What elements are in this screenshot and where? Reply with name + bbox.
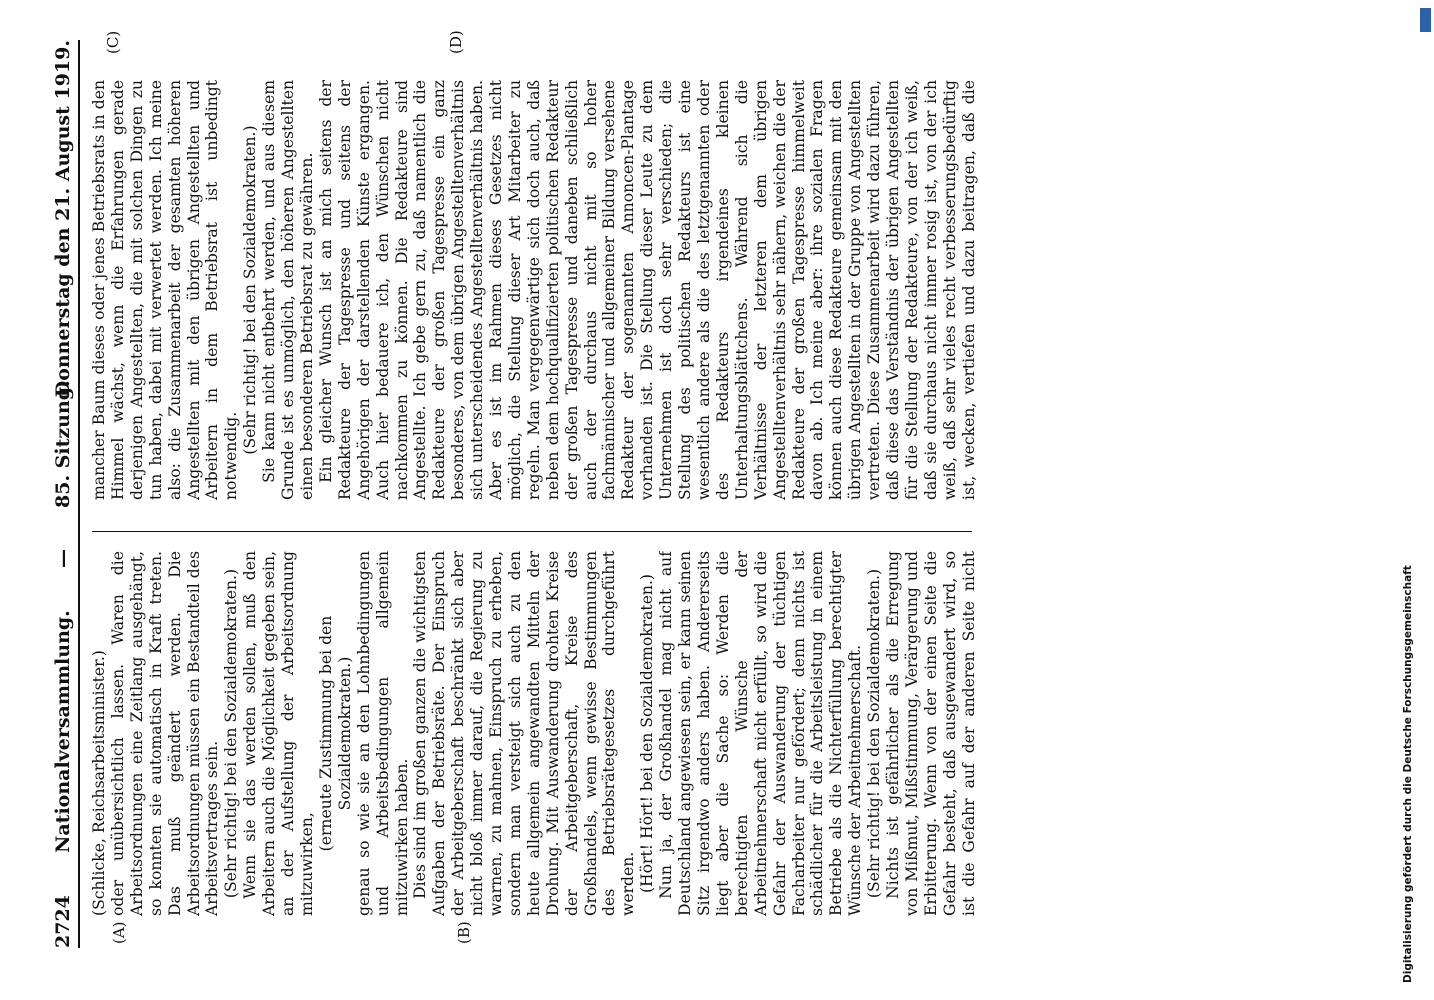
page-header	[52, 40, 80, 948]
digitization-note: Digitalisierung gefördert durch die Deutsche Forschungsgemeinschaft	[1402, 565, 1414, 983]
paragraph: Ein gleicher Wunsch ist an mich seitens der Redakteure der Tagespresse und seitens der Angehörigen der darstellenden Künste ergangen. Auch hier bedauere ich, den Wünschen nicht nachkommen zu können. Die Redakteure sind Angestellte. Ich gebe gern zu, daß namentlich die Redakteure der großen Tagespresse ein ganz besonderes, von dem übrigen Angestelltenverhältnis sich unterscheidendes Angestelltenverhältnis haben. Aber es ist im Rahmen dieses Gesetzes nicht möglich, die Stellung dieser Art Mitarbeiter zu regeln. Man vergegenwärtige sich doch auch, daß neben dem hochqualifizierten politischen Redakteur der großen Tagespresse und daneben schließlich auch der durchaus nicht mit so hoher fachmännischer und allgemeiner Bildung versehene Redakteur der sogenannten Annoncen-Plantage vorhanden ist. Die Stellung dieser Leute zu dem Unternehmen ist doch sehr verschieden; die Stellung des politischen Redakteurs ist eine wesentlich andere als die des letztgenannten oder des Redakteurs irgendeines kleinen Unterhaltungsblättchens. Während sich die Verhältnisse der letzteren dem übrigen Angestelltenverhältnis sehr nähern, weichen die der Redakteure der großen Tagespresse himmelweit davon ab. Ich meine aber: ihre sozialen Fragen können auch diese Redakteure gemeinsam mit den übrigen Angestellten in der Gruppe von Angestellten vertreten. Diese Zusammenarbeit wird dazu führen, daß diese das Verständnis der übrigen Angestellten für die Stellung der Redakteure, von der ich weiß, daß sie durchaus nicht immer rosig ist, von der ich weiß, daß sehr vieles recht verbesserungsbedürftig ist, wecken, vertiefen und dazu beitragen, daß die	[316, 80, 978, 500]
column-divider	[92, 531, 972, 532]
header-session: 85. Sitzung.	[52, 380, 74, 508]
margin-marker-d: (D)	[447, 30, 465, 54]
digitization-footer	[1390, 8, 1430, 983]
margin-marker-a: (A)	[110, 921, 128, 944]
paragraph: Sie kann nicht entbehrt werden, und aus diesem Grunde ist es unmöglich, den höheren Angestellten einen besonderen Betriebsrat zu gewähren.	[260, 80, 316, 500]
interjection: (erneute Zustimmung bei den Sozialdemokraten.)	[316, 615, 354, 852]
dfg-logo	[1420, 8, 1431, 32]
speaker-label: (Schlicke, Reichsarbeitsminister.)	[90, 650, 108, 916]
interjection: (Sehr richtig! bei den Sozialdemokraten.)	[865, 568, 884, 899]
interjection: (Sehr richtig! bei den Sozialdemokraten.)	[222, 568, 241, 899]
header-date: Donnerstag den 21. August 1919.	[52, 40, 74, 398]
left-column	[90, 551, 980, 916]
header-assembly: Nationalversammlung.	[52, 610, 74, 853]
page-number: 2724	[52, 895, 74, 948]
paragraph: mancher Baum dieses oder jenes Betriebsrats in den Himmel wächst, wenn die Erfahrungen gerade derjenigen Angestellten, die mit solchen Dingen zu tun haben, dabei mit verwertet werden. Ich meine also: die Zusammenarbeit der gesamten höheren Angestellten mit den übrigen Angestellten und Arbeitern in dem Betriebsrat ist unbedingt notwendig.	[90, 80, 241, 500]
paragraph: Nichts ist gefährlicher als die Erregung von Mißmut, Mißstimmung, Verärgerung und Erbitterung. Wenn von der einen Seite die Gefahr besteht, daß ausgewandert wird, so ist die Gefahr auf der anderen Seite nicht	[884, 551, 978, 916]
right-column	[90, 80, 980, 500]
margin-marker-b: (B)	[455, 921, 473, 944]
header-separator: —	[52, 549, 74, 568]
paragraph: oder unübersichtlich lassen. Waren die Arbeitsordnungen eine Zeitlang ausgehängt, so konnten sie automatisch in Kraft treten. Das muß geändert werden. Die Arbeitsordnungen müssen ein Bestandteil des Arbeitsvertrages sein.	[108, 551, 222, 916]
interjection: (Sehr richtig! bei den Sozialdemokraten.)	[241, 125, 260, 455]
paragraph: Nun ja, der Großhandel mag nicht auf Deutschland angewiesen sein, er kann seinen Sitz irgendwo anders haben. Andererseits liegt aber die Sache so: Werden die berechtigten Wünsche der Arbeitnehmerschaft nicht erfüllt, so wird die Gefahr der Auswanderung der tüchtigen Facharbeiter nur gefördert; denn nichts ist schädlicher für die Arbeitsleistung in einem Betriebe als die Nichterfüllung berechtigter Wünsche der Arbeitnehmerschaft.	[657, 551, 865, 916]
margin-marker-c: (C)	[104, 30, 122, 54]
paragraph: Wenn sie das werden sollen, muß den Arbeitern auch die Möglichkeit gegeben sein, an der Aufstellung der Arbeitsordnung mitzuwirken,	[241, 551, 316, 916]
paragraph: genau so wie sie an den Lohnbedingungen und Arbeitsbedingungen allgemein mitzuwirken haben.	[354, 551, 411, 916]
interjection: (Hört! Hört! bei den Sozialdemokraten.)	[638, 573, 657, 894]
paragraph: Dies sind im großen ganzen die wichtigsten Aufgaben der Betriebsräte. Der Einspruch der Arbeitgeberschaft beschränkt sich aber nicht bloß immer darauf, die Regierung zu warnen, zu mahnen, Einspruch zu erheben, sondern man versteigt sich auch zu den heute allgemein angewandten Mitteln der Drohung. Mit Auswanderung drohten Kreise der Arbeitgeberschaft, Kreise des Großhandels, wenn gewisse Bestimmungen des Betriebsrätegesetzes durchgeführt werden.	[411, 551, 638, 916]
